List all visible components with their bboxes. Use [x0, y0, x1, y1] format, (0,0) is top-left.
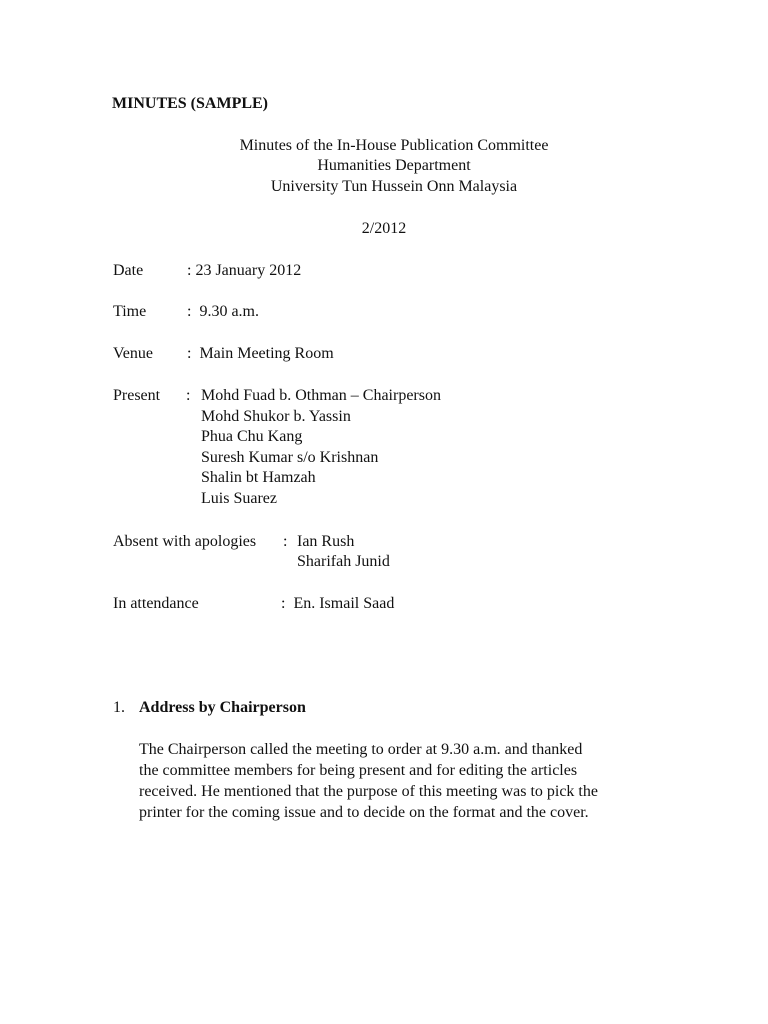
absent-label: Absent with apologies	[113, 533, 257, 550]
section-1-heading: Address by Chairperson	[139, 699, 306, 716]
present-member-6: Luis Suarez	[201, 490, 277, 507]
venue-label: Venue	[113, 345, 153, 362]
date-value: : 23 January 2012	[187, 262, 302, 279]
paragraph-line-4: printer for the coming issue and to decide on the format and the cover.	[139, 804, 589, 821]
venue-value: : Main Meeting Room	[187, 345, 334, 362]
time-label: Time	[113, 303, 147, 320]
present-colon: :	[186, 387, 191, 404]
paragraph-line-2: the committee members for being present and for editing the articles	[139, 762, 578, 779]
paragraph-line-1: The Chairperson called the meeting to order at 9.30 a.m. and thanked	[139, 741, 583, 758]
present-member-2: Mohd Shukor b. Yassin	[201, 408, 351, 425]
meeting-number: 2/2012	[361, 220, 407, 237]
present-label: Present	[113, 387, 161, 404]
absent-member-2: Sharifah Junid	[297, 553, 390, 570]
section-1-number: 1.	[113, 699, 125, 716]
present-member-4: Suresh Kumar s/o Krishnan	[201, 449, 379, 466]
attendance-value: : En. Ismail Saad	[281, 595, 395, 612]
attendance-label: In attendance	[113, 595, 199, 612]
date-label: Date	[113, 262, 144, 279]
present-member-3: Phua Chu Kang	[201, 428, 303, 445]
absent-member-1: Ian Rush	[297, 533, 355, 550]
absent-colon: :	[283, 533, 288, 550]
section-1-paragraph	[139, 739, 659, 823]
present-member-5: Shalin bt Hamzah	[201, 469, 316, 486]
present-member-1: Mohd Fuad b. Othman – Chairperson	[201, 387, 441, 404]
time-value: : 9.30 a.m.	[187, 303, 259, 320]
header-university-line: University Tun Hussein Onn Malaysia	[270, 178, 518, 195]
document-title: MINUTES (SAMPLE)	[112, 95, 269, 112]
header-committee-line: Minutes of the In-House Publication Committee	[239, 137, 549, 154]
paragraph-line-3: received. He mentioned that the purpose of this meeting was to pick the	[139, 783, 598, 800]
header-department-line: Humanities Department	[317, 157, 471, 174]
